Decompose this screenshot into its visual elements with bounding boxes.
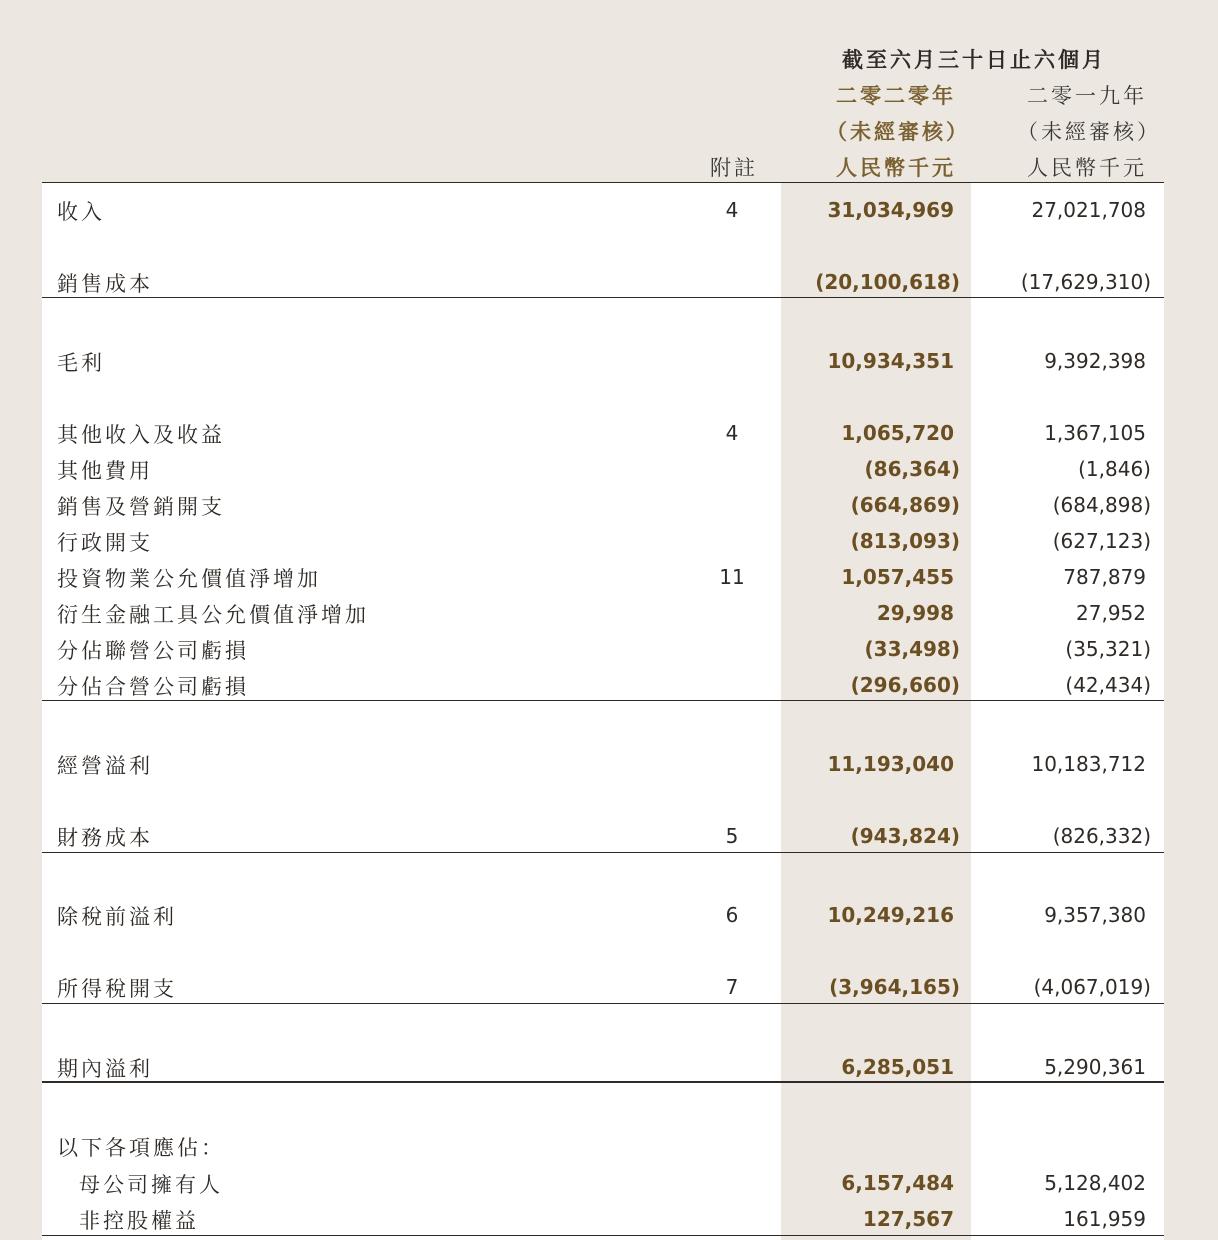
row-2019-derivative-fv: 27,952	[1076, 601, 1146, 625]
row-2020-revenue: 31,034,969	[827, 198, 954, 222]
row-2019-administrative: (627,123)	[1052, 529, 1151, 553]
row-label-associates-loss: 分佔聯營公司虧損	[57, 639, 249, 663]
row-2020-operating-profit: 11,193,040	[827, 752, 954, 776]
row-2019-investment-property-fv: 787,879	[1063, 565, 1146, 589]
period-heading: 截至六月三十日止六個月	[842, 48, 1106, 72]
row-2019-cost-of-sales: (17,629,310)	[1020, 270, 1151, 294]
row-2019-owners-of-parent: 5,128,402	[1044, 1171, 1146, 1195]
row-label-finance-costs: 財務成本	[57, 826, 153, 850]
row-label-attributable-to: 以下各項應佔：	[57, 1136, 225, 1160]
row-2019-other-income: 1,367,105	[1044, 421, 1146, 445]
row-2020-gross-profit: 10,934,351	[827, 349, 954, 373]
row-2019-associates-loss: (35,321)	[1065, 637, 1151, 661]
row-2020-joint-ventures-loss: (296,660)	[850, 673, 960, 697]
bottom-rule	[42, 1235, 1164, 1236]
row-label-operating-profit: 經營溢利	[57, 754, 153, 778]
row-note-investment-property-fv: 11	[719, 565, 745, 589]
subtotal-rule-gross-profit	[42, 297, 1164, 298]
unaudited-2020-heading: （未經審核）	[826, 120, 970, 144]
row-note-income-tax: 7	[725, 975, 739, 999]
row-2020-other-income: 1,065,720	[841, 421, 954, 445]
row-2020-income-tax: (3,964,165)	[829, 975, 960, 999]
row-2019-non-controlling-interests: 161,959	[1063, 1207, 1146, 1231]
row-2020-associates-loss: (33,498)	[864, 637, 960, 661]
row-label-selling-marketing: 銷售及營銷開支	[57, 495, 225, 519]
row-2019-other-expenses: (1,846)	[1078, 457, 1151, 481]
year-2019-heading: 二零一九年	[1027, 84, 1147, 108]
year-2020-heading: 二零二零年	[836, 84, 956, 108]
row-label-income-tax: 所得稅開支	[57, 977, 177, 1001]
row-note-revenue: 4	[725, 198, 739, 222]
row-2019-selling-marketing: (684,898)	[1052, 493, 1151, 517]
row-label-non-controlling-interests: 非控股權益	[79, 1209, 199, 1233]
row-label-owners-of-parent: 母公司擁有人	[79, 1173, 223, 1197]
row-label-revenue: 收入	[57, 200, 105, 224]
currency-2019-heading: 人民幣千元	[1027, 156, 1147, 180]
row-2020-investment-property-fv: 1,057,455	[841, 565, 954, 589]
row-2020-cost-of-sales: (20,100,618)	[815, 270, 960, 294]
row-note-finance-costs: 5	[725, 824, 739, 848]
unaudited-2019-heading: （未經審核）	[1017, 120, 1161, 144]
row-2020-profit-before-tax: 10,249,216	[827, 903, 954, 927]
row-label-other-expenses: 其他費用	[57, 459, 153, 483]
row-label-gross-profit: 毛利	[57, 351, 105, 375]
row-2020-selling-marketing: (664,869)	[850, 493, 960, 517]
row-label-investment-property-fv: 投資物業公允價值淨增加	[57, 567, 321, 591]
row-2019-profit-for-period: 5,290,361	[1044, 1055, 1146, 1079]
row-note-other-income: 4	[725, 421, 739, 445]
row-2019-income-tax: (4,067,019)	[1033, 975, 1151, 999]
row-2020-other-expenses: (86,364)	[864, 457, 960, 481]
row-2020-non-controlling-interests: 127,567	[862, 1207, 954, 1231]
row-2020-profit-for-period: 6,285,051	[841, 1055, 954, 1079]
row-2020-administrative: (813,093)	[850, 529, 960, 553]
row-2019-profit-before-tax: 9,357,380	[1044, 903, 1146, 927]
row-label-derivative-fv: 衍生金融工具公允價值淨增加	[57, 603, 369, 627]
row-2020-finance-costs: (943,824)	[850, 824, 960, 848]
row-label-profit-for-period: 期內溢利	[57, 1057, 153, 1081]
row-label-cost-of-sales: 銷售成本	[57, 272, 153, 296]
row-label-administrative: 行政開支	[57, 531, 153, 555]
header-rule	[42, 182, 1164, 183]
row-label-joint-ventures-loss: 分佔合營公司虧損	[57, 675, 249, 699]
row-note-profit-before-tax: 6	[725, 903, 739, 927]
row-2019-joint-ventures-loss: (42,434)	[1065, 673, 1151, 697]
profit-for-period-rule	[42, 1081, 1164, 1083]
row-label-profit-before-tax: 除稅前溢利	[57, 905, 177, 929]
row-2019-finance-costs: (826,332)	[1052, 824, 1151, 848]
row-2019-gross-profit: 9,392,398	[1044, 349, 1146, 373]
note-column-heading: 附註	[710, 156, 758, 180]
subtotal-rule-profit-for-period	[42, 1003, 1164, 1004]
currency-2020-heading: 人民幣千元	[836, 156, 956, 180]
subtotal-rule-profit-before-tax	[42, 852, 1164, 853]
row-2020-owners-of-parent: 6,157,484	[841, 1171, 954, 1195]
row-label-other-income: 其他收入及收益	[57, 423, 225, 447]
row-2020-derivative-fv: 29,998	[876, 601, 954, 625]
row-2019-revenue: 27,021,708	[1031, 198, 1146, 222]
row-2019-operating-profit: 10,183,712	[1031, 752, 1146, 776]
